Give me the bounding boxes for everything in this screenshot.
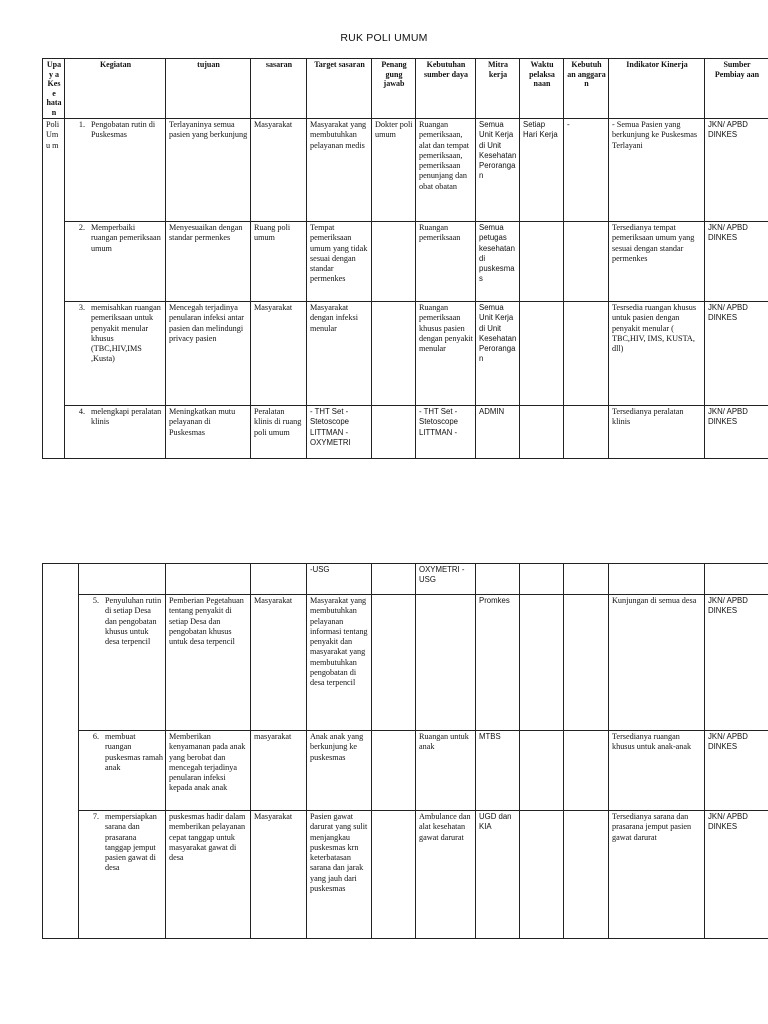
anggaran-cell [564, 564, 609, 595]
row-number: 3. [78, 303, 85, 312]
table-row [43, 595, 768, 731]
kegiatan-cell [79, 595, 166, 731]
anggaran-cell [564, 406, 609, 459]
kegiatan-cell [65, 222, 166, 302]
penanggung-cell: Dokter poli umum [372, 119, 416, 222]
kegiatan-cell [65, 406, 166, 459]
anggaran-cell [564, 222, 609, 302]
header-sumber: Sumber Pembiay aan [705, 59, 768, 119]
mitra-cell: UGD dan KIA [476, 811, 520, 939]
header-upaya: Upay a Kese hatan [43, 59, 65, 119]
penanggung-cell [372, 406, 416, 459]
kebutuhan-cell: Ambulance dan alat kesehatan gawat darurat [416, 811, 476, 939]
mitra-cell: Promkes [476, 595, 520, 731]
tujuan-cell: puskesmas hadir dalam memberikan pelayanan cepat tanggap untuk masyarakat gawat di desa [166, 811, 251, 939]
kegiatan-cell [79, 811, 166, 939]
table-row [43, 731, 768, 811]
target-cell: -USG [307, 564, 372, 595]
table-row [43, 119, 768, 222]
sasaran-cell: masyarakat [251, 731, 307, 811]
row-number: 2. [78, 223, 85, 232]
penanggung-cell [372, 222, 416, 302]
kebutuhan-cell [416, 595, 476, 731]
table-row [43, 222, 768, 302]
kebutuhan-cell: Ruangan untuk anak [416, 731, 476, 811]
mitra-cell: Semua petugas kesehatan di puskesmas [476, 222, 520, 302]
kebutuhan-cell: OXYMETRI -USG [416, 564, 476, 595]
table-header-row [43, 59, 768, 119]
sasaran-cell: Peralatan klinis di ruang poli umum [251, 406, 307, 459]
anggaran-cell: - [564, 119, 609, 222]
kegiatan-cell [65, 119, 166, 222]
tujuan-cell [166, 564, 251, 595]
kebutuhan-cell: - THT Set - Stetoscope LITTMAN - [416, 406, 476, 459]
penanggung-cell [372, 302, 416, 406]
table-row [43, 811, 768, 939]
row-number: 7. [92, 812, 99, 821]
tujuan-cell: Mencegah terjadinya penularan infeksi antar pasien dan melindungi privacy pasien [166, 302, 251, 406]
indikator-cell: Kunjungan di semua desa [609, 595, 705, 731]
mitra-cell: Semua Unit Kerja di Unit Kesehatan Perorangan [476, 302, 520, 406]
header-target: Target sasaran [307, 59, 372, 119]
kebutuhan-cell: Ruangan pemeriksaan [416, 222, 476, 302]
mitra-cell: ADMIN [476, 406, 520, 459]
tujuan-cell: Memberikan kenyamanan pada anak yang berobat dan mencegah terjadinya penularan infeksi kepada anak anak [166, 731, 251, 811]
header-kebutuhan: Kebutuhan sumber daya [416, 59, 476, 119]
indikator-cell: Tersedianya peralatan klinis [609, 406, 705, 459]
kegiatan-cell [79, 564, 166, 595]
sumber-cell: JKN/ APBD DINKES [705, 811, 768, 939]
penanggung-cell [372, 731, 416, 811]
waktu-cell [520, 811, 564, 939]
sumber-cell: JKN/ APBD DINKES [705, 119, 768, 222]
waktu-cell: Setiap Hari Kerja [520, 119, 564, 222]
table-row [43, 302, 768, 406]
row-number: 1. [78, 120, 85, 129]
sasaran-cell: Masyarakat [251, 119, 307, 222]
header-kegiatan: Kegiatan [65, 59, 166, 119]
indikator-cell: Tersedianya sarana dan prasarana jemput pasien gawat darurat [609, 811, 705, 939]
penanggung-cell [372, 564, 416, 595]
table-row [43, 406, 768, 459]
indikator-cell: Tesrsedia ruangan khusus untuk pasien dengan penyakit menular ( TBC,HIV, IMS, KUSTA, dll) [609, 302, 705, 406]
sumber-cell: JKN/ APBD DINKES [705, 222, 768, 302]
sasaran-cell: Masyarakat [251, 595, 307, 731]
indikator-cell: Tersedianya tempat pemeriksaan umum yang sesuai dengan standar permenkes [609, 222, 705, 302]
waktu-cell [520, 302, 564, 406]
kegiatan-text: Memperbaiki ruangan pemeriksaan umum [91, 223, 161, 253]
sumber-cell [705, 564, 768, 595]
sasaran-cell: Masyarakat [251, 302, 307, 406]
tujuan-cell: Meningkatkan mutu pelayanan di Puskesmas [166, 406, 251, 459]
indikator-cell: - Semua Pasien yang berkunjung ke Puskesmas Terlayani [609, 119, 705, 222]
kegiatan-cell [79, 731, 166, 811]
kebutuhan-cell: Ruangan pemeriksaan, alat dan tempat pemeriksaan, pemeriksaan penunjang dan obat obatan [416, 119, 476, 222]
sumber-cell: JKN/ APBD DINKES [705, 595, 768, 731]
header-penanggung: Penang gung jawab [372, 59, 416, 119]
sasaran-cell [251, 564, 307, 595]
tujuan-cell: Menyesuaikan dengan standar permenkes [166, 222, 251, 302]
sasaran-cell: Masyarakat [251, 811, 307, 939]
header-waktu: Waktu pelaksa naan [520, 59, 564, 119]
sumber-cell: JKN/ APBD DINKES [705, 406, 768, 459]
kebutuhan-cell: Ruangan pemeriksaan khusus pasien dengan penyakit menular [416, 302, 476, 406]
kegiatan-text: membuat ruangan puskesmas ramah anak [105, 732, 163, 772]
header-mitra: Mitra kerja [476, 59, 520, 119]
waktu-cell [520, 564, 564, 595]
target-cell: - THT Set - Stetoscope LITTMAN - OXYMETRI [307, 406, 372, 459]
tujuan-cell: Pemberian Pegetahuan tentang penyakit di setiap Desa dan pengobatan khusus untuk desa terpencil [166, 595, 251, 731]
indikator-cell [609, 564, 705, 595]
mitra-cell: Semua Unit Kerja di Unit Kesehatan Perorangan [476, 119, 520, 222]
mitra-cell: MTBS [476, 731, 520, 811]
anggaran-cell [564, 302, 609, 406]
waktu-cell [520, 406, 564, 459]
anggaran-cell [564, 731, 609, 811]
mitra-cell [476, 564, 520, 595]
waktu-cell [520, 595, 564, 731]
target-cell: Masyarakat dengan infeksi menular [307, 302, 372, 406]
waktu-cell [520, 222, 564, 302]
waktu-cell [520, 731, 564, 811]
header-sasaran: sasaran [251, 59, 307, 119]
kegiatan-text: memisahkan ruangan pemeriksaan untuk penyakit menular khusus (TBC,HIV,IMS ,Kusta) [91, 303, 161, 364]
penanggung-cell [372, 811, 416, 939]
document-title: RUK POLI UMUM [340, 32, 428, 44]
tujuan-cell: Terlayaninya semua pasien yang berkunjung [166, 119, 251, 222]
upaya-cell [43, 564, 79, 939]
row-number: 4. [78, 407, 85, 416]
table-row-continued [43, 564, 768, 595]
ruk-table-page-2 [42, 563, 768, 939]
header-tujuan: tujuan [166, 59, 251, 119]
sumber-cell: JKN/ APBD DINKES [705, 302, 768, 406]
kegiatan-text: Penyuluhan rutin di setiap Desa dan pengobatan khusus untuk desa terpencil [105, 596, 162, 647]
kegiatan-text: mempersiapkan sarana dan prasarana tanggap jemput pasien gawat di desa [105, 812, 157, 873]
upaya-cell: Poli Umu m [43, 119, 65, 459]
kegiatan-cell [65, 302, 166, 406]
anggaran-cell [564, 595, 609, 731]
row-number: 5. [92, 596, 99, 605]
sumber-cell: JKN/ APBD DINKES [705, 731, 768, 811]
target-cell: Masyarakat yang membutuhkan pelayanan medis [307, 119, 372, 222]
ruk-table-page-1 [42, 58, 768, 459]
sasaran-cell: Ruang poli umum [251, 222, 307, 302]
target-cell: Masyarakat yang membutuhkan pelayanan informasi tentang penyakit dan masyarakat yang membutuhkan pengobatan di desa terpencil [307, 595, 372, 731]
penanggung-cell [372, 595, 416, 731]
row-number: 6. [92, 732, 99, 741]
indikator-cell: Tersedianya ruangan khusus untuk anak-anak [609, 731, 705, 811]
target-cell: Tempat pemeriksaan umum yang tidak sesuai dengan standar permenkes [307, 222, 372, 302]
header-indikator: Indikator Kinerja [609, 59, 705, 119]
header-anggaran: Kebutuh an anggara n [564, 59, 609, 119]
anggaran-cell [564, 811, 609, 939]
target-cell: Anak anak yang berkunjung ke puskesmas [307, 731, 372, 811]
kegiatan-text: Pengobatan rutin di Puskesmas [91, 120, 156, 140]
target-cell: Pasien gawat darurat yang sulit menjangkau puskesmas krn keterbatasan sarana dan jarak yang jauh dari puskesmas [307, 811, 372, 939]
kegiatan-text: melengkapi peralatan klinis [91, 407, 162, 427]
